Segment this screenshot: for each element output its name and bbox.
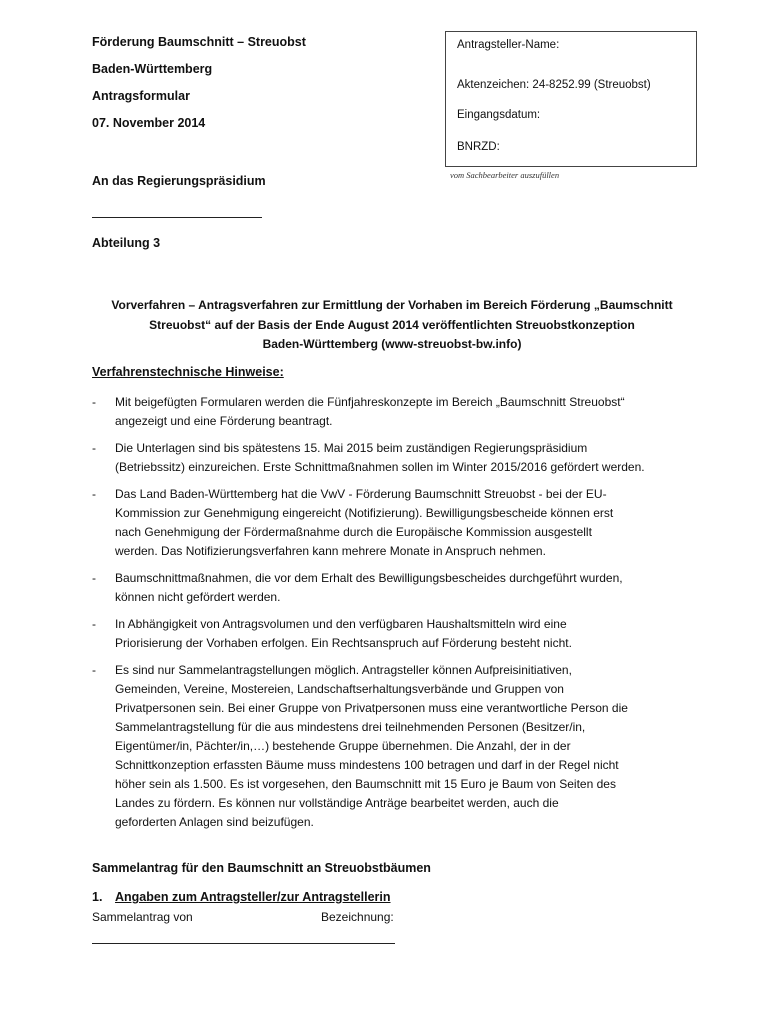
notes-heading: Verfahrenstechnische Hinweise: (92, 365, 284, 379)
list-item-line: Privatpersonen sein. Bei einer Gruppe von Privatpersonen muss eine verantwortliche Person die (115, 701, 628, 715)
procedure-title-line: Streuobst“ auf der Basis der Ende August 2014 veröffentlichten Streuobstkonzeption (149, 317, 635, 332)
list-item-line: geforderten Anlagen sind beizufügen. (115, 815, 314, 829)
section-title: Angaben zum Antragsteller/zur Antragstellerin (115, 890, 391, 904)
list-item-line: Die Unterlagen sind bis spätestens 15. Mai 2015 beim zuständigen Regierungspräsidium (115, 441, 588, 455)
header-date: 07. November 2014 (92, 116, 206, 130)
list-item-line: angezeigt und eine Förderung beantragt. (115, 414, 333, 428)
list-item-line: (Betriebssitz) einzureichen. Erste Schnittmaßnahmen sollen im Winter 2015/2016 gefördert werden. (115, 460, 645, 474)
list-item-line: Eigentümer/in, Pächter/in,…) bestehende Gruppe übernehmen. Die Anzahl, der in der (115, 739, 571, 753)
list-item-line: Sammelantragstellung für die aus mindestens drei teilnehmenden Personen (Besitzer/in, (115, 720, 586, 734)
list-item-line: Priorisierung der Vorhaben erfolgen. Ein Rechtsanspruch auf Förderung besteht nicht. (115, 636, 572, 650)
list-item (92, 439, 712, 477)
list-item-line: Mit beigefügten Formularen werden die Fünfjahreskonzepte im Bereich „Baumschnitt Streuobst“ (115, 395, 625, 409)
list-item-line: Schnittkonzeption erfassten Bäume muss mindestens 100 betragen und darf in der Regel nicht (115, 758, 619, 772)
list-item-line: Gemeinden, Vereine, Mostereien, Landschaftserhaltungsverbände und Gruppen von (115, 682, 564, 696)
section-1-heading (92, 890, 391, 904)
list-item-line: In Abhängigkeit von Antragsvolumen und den verfügbaren Haushaltsmitteln wird eine (115, 617, 567, 631)
list-item (92, 569, 712, 607)
office-use-note: vom Sachbearbeiter auszufüllen (450, 170, 560, 180)
list-item (92, 661, 712, 832)
bullet-dash: - (92, 487, 96, 501)
recipient-line: An das Regierungspräsidium (92, 174, 266, 188)
received-date-label: Eingangsdatum: (457, 109, 541, 121)
list-item (92, 615, 712, 653)
bullet-dash: - (92, 395, 96, 409)
list-item-line: Kommission zur Genehmigung eingereicht (Notifizierung). Bewilligungsbescheide können erst (115, 506, 614, 520)
bullet-dash: - (92, 663, 96, 677)
bullet-dash: - (92, 441, 96, 455)
office-use-box (445, 31, 697, 167)
applicant-name-label: Antragsteller-Name: (457, 39, 560, 51)
bullet-dash: - (92, 571, 96, 585)
list-item-line: können nicht gefördert werden. (115, 590, 281, 604)
header-state: Baden-Württemberg (92, 62, 213, 76)
list-item-line: Landes zu fördern. Es können nur vollständige Anträge bearbeitet werden, auch die (115, 796, 559, 810)
section-number: 1. (92, 890, 103, 904)
header-form-type: Antragsformular (92, 89, 190, 103)
file-number-label: Aktenzeichen: 24-8252.99 (Streuobst) (457, 79, 651, 91)
procedure-title-line: Vorverfahren – Antragsverfahren zur Ermittlung der Vorhaben im Bereich Förderung „Baumschnitt (111, 298, 673, 312)
list-item-line: Es sind nur Sammelantragstellungen möglich. Antragsteller können Aufpreisinitiativen, (115, 663, 572, 677)
procedure-title (92, 296, 692, 355)
procedure-title-line: Baden-Württemberg (www-streuobst-bw.info) (262, 337, 522, 351)
recipient-blank-line (92, 217, 262, 218)
list-item-line: werden. Das Notifizierungsverfahren kann mehrere Monate in Anspruch nehmen. (115, 544, 546, 558)
application-title: Sammelantrag für den Baumschnitt an Streuobstbäumen (92, 861, 431, 875)
bullet-dash: - (92, 617, 96, 631)
list-item-line: Baumschnittmaßnahmen, die vor dem Erhalt des Bewilligungsbescheides durchgeführt wurden, (115, 571, 623, 585)
applicant-from-label: Sammelantrag von (92, 910, 193, 924)
bnrzd-label: BNRZD: (457, 141, 500, 153)
designation-label: Bezeichnung: (321, 910, 394, 924)
list-item-line: höher sein als 1.500. Es ist vorgesehen, den Baumschnitt mit 15 Euro je Baum von Seiten des (115, 777, 616, 791)
header-title: Förderung Baumschnitt – Streuobst (92, 35, 306, 49)
list-item (92, 393, 712, 431)
department-line: Abteilung 3 (92, 236, 161, 250)
notes-list (92, 393, 712, 840)
list-item-line: nach Genehmigung der Fördermaßnahme durch die Europäische Kommission ausgestellt (115, 525, 592, 539)
applicant-entry-line[interactable] (92, 943, 395, 944)
list-item (92, 485, 712, 561)
list-item-line: Das Land Baden-Württemberg hat die VwV - Förderung Baumschnitt Streuobst - bei der EU- (115, 487, 607, 501)
